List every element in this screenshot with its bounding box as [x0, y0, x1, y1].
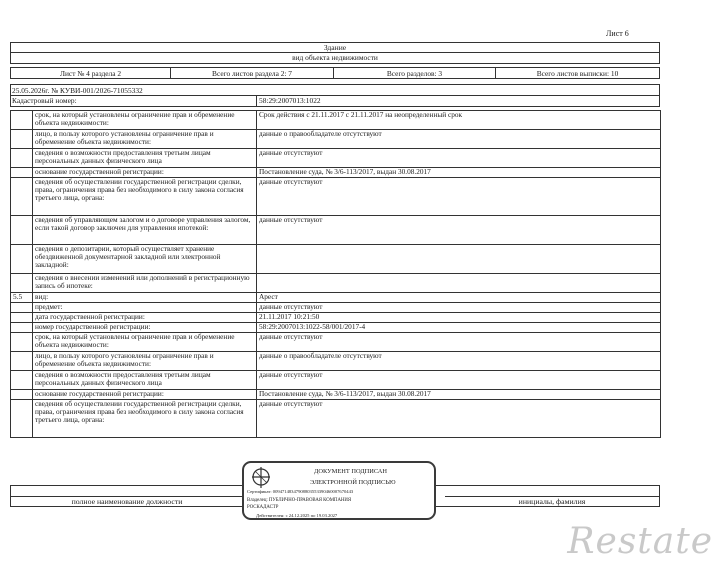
row-value: данные отсутствуют: [257, 333, 661, 352]
table-row: [11, 400, 661, 438]
table-row: [11, 274, 661, 293]
stamp-owner: Владелец: ПУБЛИЧНО-ПРАВОВАЯ КОМПАНИЯ РОСКАДАСТР: [247, 498, 352, 511]
table-row: [11, 149, 661, 168]
row-label: вид:: [33, 293, 257, 303]
watermark-logo: Restate: [567, 521, 713, 562]
row-label: дата государственной регистрации:: [33, 313, 257, 323]
row-number: [11, 400, 33, 438]
row-number: [11, 111, 33, 130]
row-label: номер государственной регистрации:: [33, 323, 257, 333]
row-label: основание государственной регистрации:: [33, 168, 257, 178]
total-sections: Всего разделов: 3: [334, 68, 496, 78]
row-value: данные отсутствуют: [257, 149, 661, 168]
table-row: [11, 352, 661, 371]
position-caption: полное наименование должности: [71, 498, 183, 506]
row-number: [11, 333, 33, 352]
sheet-label: Лист 6: [606, 29, 629, 38]
row-value: [257, 245, 661, 274]
table-row: [11, 371, 661, 390]
row-label: сведения о депозитарии, который осуществляет хранение обездвиженной документарной закладной или электронной закладной:: [33, 245, 257, 274]
sheet-part: Лист № 4 раздела 2: [11, 68, 171, 78]
object-kind-row: [10, 53, 660, 64]
row-value: 21.11.2017 10:21:50: [257, 313, 661, 323]
row-number: [11, 303, 33, 313]
object-type: Здание: [323, 44, 347, 52]
row-label: сведения об осуществлении государственной регистрации сделки, права, ограничения права без необходимого в силу закона согласия третьего лица, органа:: [33, 400, 257, 438]
row-label: срок, на который установлены ограничение прав и обременение объекта недвижимости:: [33, 111, 257, 130]
row-value: [257, 274, 661, 293]
encumbrance-table: [10, 110, 661, 438]
row-value: Постановление суда, № 3/6-113/2017, выдан 30.08.2017: [257, 390, 661, 400]
row-label: сведения о внесении изменений или дополнений в регистрационную запись об ипотеке:: [33, 274, 257, 293]
stamp-certificate: Сертификат: 00947148347908803553390460007670443: [247, 489, 354, 494]
row-label: сведения об осуществлении государственной регистрации сделки, права, ограничения права без необходимого в силу закона согласия третьего лица, органа:: [33, 178, 257, 216]
row-number: [11, 149, 33, 168]
row-value: данные о правообладателе отсутствуют: [257, 352, 661, 371]
emblem-icon: [250, 466, 272, 490]
row-value: данные отсутствуют: [257, 216, 661, 245]
row-value: Постановление суда, № 3/6-113/2017, выдан 30.08.2017: [257, 168, 661, 178]
date-number: 25.05.2026г. № КУВИ-001/2026-71055332: [12, 87, 143, 95]
cadastral-value: 58:29:2007013:1022: [259, 96, 321, 105]
table-row: [11, 178, 661, 216]
signature-line-right: [445, 496, 659, 497]
total-sheets-section: Всего листов раздела 2: 7: [171, 68, 334, 78]
table-row: [11, 323, 661, 333]
row-label: сведения о возможности предоставления третьим лицам персональных данных физического лица: [33, 149, 257, 168]
digital-signature-stamp: [242, 461, 436, 520]
row-number: [11, 352, 33, 371]
table-row: [11, 216, 661, 245]
table-row: [11, 245, 661, 274]
stamp-validity: Действителен: с 24.12.2025 по 19.03.2027: [256, 513, 338, 518]
row-number: [11, 371, 33, 390]
table-row: [11, 168, 661, 178]
table-row: [11, 313, 661, 323]
row-label: лицо, в пользу которого установлены ограничение прав и обременение объекта недвижимости:: [33, 130, 257, 149]
row-value: данные о правообладателе отсутствуют: [257, 130, 661, 149]
row-number: [11, 390, 33, 400]
object-kind-caption: вид объекта недвижимости: [292, 54, 378, 62]
object-type-row: [10, 42, 660, 53]
row-label: предмет:: [33, 303, 257, 313]
row-number: [11, 313, 33, 323]
table-row: [11, 390, 661, 400]
total-sheets-extract: Всего листов выписки: 10: [536, 69, 619, 78]
cadastral-label: Кадастровый номер:: [11, 96, 257, 106]
row-number: [11, 178, 33, 216]
table-row: [11, 293, 661, 303]
table-row: [11, 303, 661, 313]
row-label: сведения об управляющем залогом и о договоре управления залогом, если такой договор заключен для управления ипотекой:: [33, 216, 257, 245]
sheet-info-row: [10, 67, 660, 79]
row-value: данные отсутствуют: [257, 371, 661, 390]
row-number: [11, 216, 33, 245]
row-value: данные отсутствуют: [257, 303, 661, 313]
initials-caption: инициалы, фамилия: [518, 498, 586, 506]
row-label: основание государственной регистрации:: [33, 390, 257, 400]
row-value: Срок действия с 21.11.2017 с 21.11.2017 на неопределенный срок: [257, 111, 661, 130]
row-label: срок, на который установлены ограничение прав и обременение объекта недвижимости:: [33, 333, 257, 352]
cadastral-row: [10, 96, 660, 107]
row-number: [11, 274, 33, 293]
row-value: данные отсутствуют: [257, 178, 661, 216]
row-number: [11, 323, 33, 333]
table-row: [11, 333, 661, 352]
row-number: 5.5: [11, 293, 33, 303]
row-value: Арест: [257, 293, 661, 303]
stamp-subtitle: ЭЛЕКТРОННОЙ ПОДПИСЬЮ: [310, 479, 396, 486]
row-label: сведения о возможности предоставления третьим лицам персональных данных физического лица: [33, 371, 257, 390]
stamp-title: ДОКУМЕНТ ПОДПИСАН: [314, 468, 388, 475]
signature-line-left: [11, 496, 243, 497]
table-row: [11, 130, 661, 149]
row-value: 58:29:2007013:1022-58/001/2017-4: [257, 323, 661, 333]
table-row: [11, 111, 661, 130]
row-value: данные отсутствуют: [257, 400, 661, 438]
date-number-row: [10, 84, 660, 96]
row-number: [11, 130, 33, 149]
row-number: [11, 168, 33, 178]
row-number: [11, 245, 33, 274]
row-label: лицо, в пользу которого установлены ограничение прав и обременение объекта недвижимости:: [33, 352, 257, 371]
